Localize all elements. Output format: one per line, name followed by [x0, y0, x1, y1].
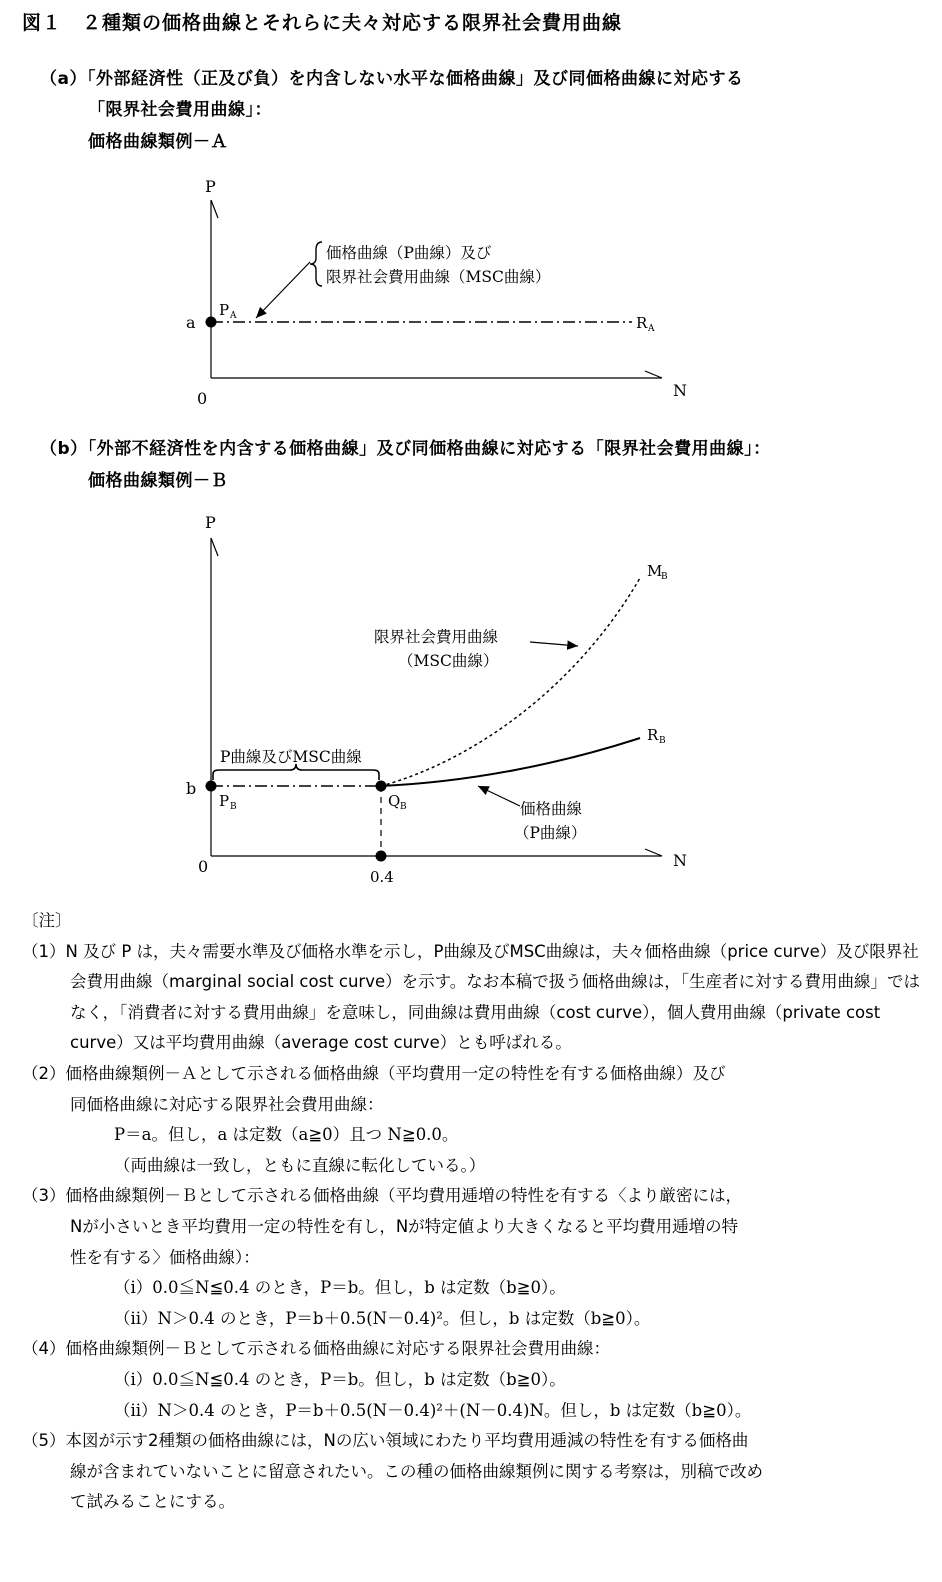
note-5-line1: （5）本図が示す2種類の価格曲線には，Nの広い領域にわたり平均費用逓減の特性を有する価格曲 — [22, 1431, 749, 1451]
note-3-item-ii: （ⅱ）N＞0.4 のとき，P＝b＋0.5(N－0.4)²。但し，b は定数（b≧0）。 — [114, 1308, 651, 1328]
note-4-line1: （4）価格曲線類例－Ｂとして示される価格曲線に対応する限界社会費用曲線： — [22, 1339, 610, 1359]
chart-b-kink-tick-point — [376, 851, 387, 862]
chart-b-kink-point — [376, 781, 387, 792]
chart-b-msc-curve — [381, 578, 640, 786]
note-4-item-i: （ⅰ）0.0≦N≦0.4 のとき，P＝b。但し，b は定数（b≧0）。 — [114, 1369, 566, 1389]
chart-b-x-axis-end — [645, 849, 662, 856]
chart-b-price-label-line1: 価格曲線 — [520, 800, 583, 818]
chart-b-price-arrow — [478, 786, 520, 806]
notes — [22, 906, 922, 1518]
chart-a-start-sub: A — [230, 311, 237, 321]
chart-b-msc-end-label: M — [647, 562, 663, 580]
chart-b-x-label: N — [673, 851, 687, 870]
note-2-line2: 同価格曲線に対応する限界社会費用曲線： — [70, 1094, 384, 1114]
chart-b-price-end-label: R — [647, 726, 659, 744]
note-4-item-ii: （ⅱ）N＞0.4 のとき，P＝b＋0.5(N－0.4)²＋(N－0.4)N。但し，b は定数（b≧0）。 — [114, 1400, 752, 1420]
chart-a-start-label: P — [219, 301, 230, 319]
chart-b-y-axis-end — [211, 538, 218, 556]
note-2-line1: （2）価格曲線類例－Ａとして示される価格曲線（平均費用一定の特性を有する価格曲線）及び — [22, 1063, 726, 1083]
figure-title: 図１ ２種類の価格曲線とそれらに夫々対応する限界社会費用曲線 — [22, 12, 623, 34]
note-3-line1: （3）価格曲線類例－Ｂとして示される価格曲線（平均費用逓増の特性を有する〈より厳密には， — [22, 1186, 742, 1206]
chart-b-price-curve — [381, 738, 640, 786]
note-2-line3: P＝a。但し，a は定数（a≧0）且つ N≧0.0。 — [114, 1125, 459, 1145]
chart-b-msc-label-line2: （MSC曲線） — [398, 652, 499, 670]
chart-a-y-label: P — [205, 177, 216, 196]
chart-b-origin-label: 0 — [198, 857, 209, 876]
note-3-item-i: （ⅰ）0.0≦N≦0.4 のとき，P＝b。但し，b は定数（b≧0）。 — [114, 1278, 566, 1298]
note-5-line2: 線が含まれていないことに留意されたい。この種の価格曲線類例に関する考察は，別稿で改め — [70, 1461, 763, 1481]
chart-b-msc-arrow — [530, 642, 578, 646]
chart-b-kink-label: Q — [388, 792, 401, 810]
note-5-line3: て試みることにする。 — [70, 1492, 235, 1512]
chart-b-level-label: b — [186, 779, 197, 798]
section-b-line1: （b）「外部不経済性を内含する価格曲線」及び同価格曲線に対応する「限界社会費用曲線」： — [40, 439, 771, 459]
chart-a-level-label: a — [186, 313, 196, 332]
chart-a-annotation-line2: 限界社会費用曲線（MSC曲線） — [326, 268, 551, 286]
section-a-line3: 価格曲線類例－Ａ — [88, 132, 228, 152]
section-a-line1: （a）「外部経済性（正及び負）を内含しない水平な価格曲線」及び同価格曲線に対応する — [40, 69, 744, 89]
chart-b-y-label: P — [205, 513, 216, 532]
chart-b-msc-label-line1: 限界社会費用曲線 — [374, 628, 499, 646]
chart-a-x-label: N — [673, 381, 687, 400]
chart-b-start-label: P — [219, 792, 230, 810]
chart-a-annotation-line1: 価格曲線（P曲線）及び — [326, 244, 492, 262]
chart-b-msc-end-sub: B — [661, 572, 668, 582]
chart-b-price-label-line2: （P曲線） — [514, 824, 587, 842]
chart-a-origin-label: 0 — [197, 389, 208, 408]
notes-heading: 〔注〕 — [22, 911, 72, 930]
chart-b-start-sub: B — [230, 802, 237, 812]
chart-b-price-end-sub: B — [659, 736, 666, 746]
section-b-line2: 価格曲線類例－Ｂ — [88, 471, 228, 491]
note-3-line2: Nが小さいとき平均費用一定の特性を有し，Nが特定値より大きくなると平均費用逓増の特 — [70, 1216, 739, 1236]
chart-b-brace — [213, 764, 379, 780]
note-1: （1）N 及び P は，夫々需要水準及び価格水準を示し，P曲線及びMSC曲線は，夫々価格曲線（price curve）及び限界社会費用曲線（marginal social cost curve）を示す。なお本稿で扱う価格曲線は，「生産者に対する費用曲線」ではなく，「消費者に対する費用曲線」を意味し，同曲線は費用曲線（cost curve），個人費用曲線（private cost curve）又は平均費用曲線（average cost curve）とも呼ばれる。 — [22, 941, 921, 1053]
chart-b-brace-label: P曲線及びMSC曲線 — [220, 748, 362, 766]
chart-b-kink-sub: B — [400, 802, 407, 812]
section-a-line2: 「限界社会費用曲線」： — [88, 100, 272, 120]
note-2-line4: （両曲線は一致し，ともに直線に転化している。） — [114, 1155, 486, 1175]
chart-b-start-point — [206, 781, 217, 792]
chart-a-end-sub: A — [648, 324, 655, 334]
chart-a-end-label: R — [636, 314, 648, 332]
note-3-line3: 性を有する〉価格曲線）： — [70, 1247, 260, 1267]
chart-b-kink-tick-label: 0.4 — [370, 868, 394, 886]
